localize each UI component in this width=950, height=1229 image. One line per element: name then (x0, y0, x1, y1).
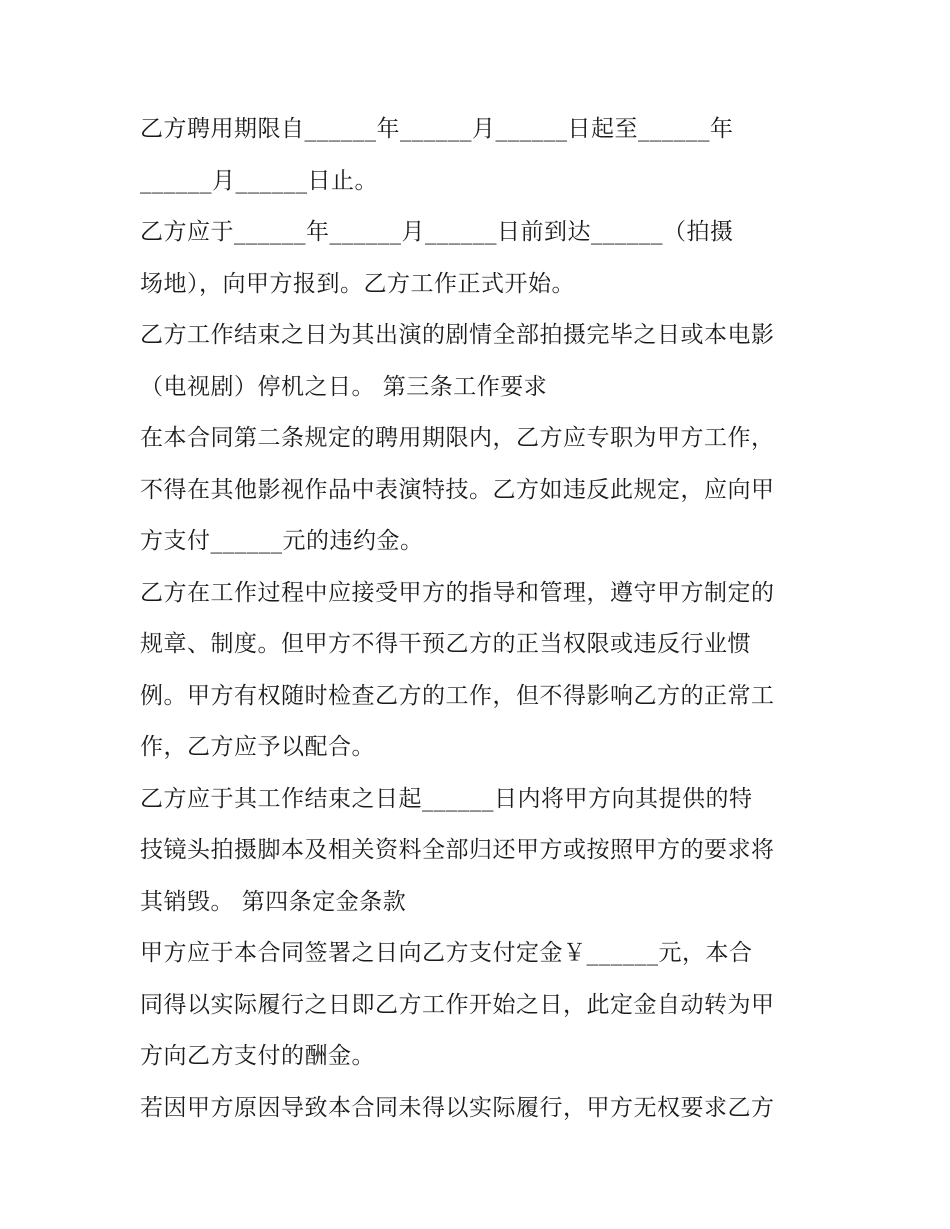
text-line: 乙方在工作过程中应接受甲方的指导和管理，遵守甲方制定的 (140, 579, 775, 606)
text-line: 不得在其他影视作品中表演特技。乙方如违反此规定，应向甲 (140, 476, 775, 503)
text-line: 同得以实际履行之日即乙方工作开始之日，此定金自动转为甲 (140, 991, 775, 1018)
text-line: 乙方应于______年______月______日前到达______（拍摄 (140, 219, 734, 245)
text-line: 技镜头拍摄脚本及相关资料全部归还甲方或按照甲方的要求将 (140, 837, 775, 863)
text-line: 其销毁。 第四条定金条款 (140, 888, 407, 915)
text-line: 场地），向甲方报到。乙方工作正式开始。 (140, 270, 575, 297)
text-line: 乙方工作结束之日为其出演的剧情全部拍摄完毕之日或本电影 (140, 322, 775, 348)
text-line: ______月______日止。 (140, 167, 378, 194)
text-line: 规章、制度。但甲方不得干预乙方的正当权限或违反行业惯 (140, 631, 751, 657)
text-line: 在本合同第二条规定的聘用期限内，乙方应专职为甲方工作， (140, 425, 775, 451)
text-line: 乙方聘用期限自______年______月______日起至______年 (140, 116, 734, 142)
text-line: 若因甲方原因导致本合同未得以实际履行，甲方无权要求乙方 (140, 1094, 775, 1121)
text-line: 方向乙方支付的酬金。 (140, 1043, 375, 1069)
document-body (140, 104, 820, 1134)
text-line: 甲方应于本合同签署之日向乙方支付定金￥______元，本合 (140, 940, 753, 966)
text-line: 方支付______元的违约金。 (140, 528, 424, 554)
text-line: 作，乙方应予以配合。 (140, 734, 375, 760)
text-line: 例。甲方有权随时检查乙方的工作，但不得影响乙方的正常工 (140, 682, 775, 709)
text-line: 乙方应于其工作结束之日起______日内将甲方向其提供的特 (140, 785, 753, 812)
text-line: （电视剧）停机之日。 第三条工作要求 (140, 373, 548, 400)
